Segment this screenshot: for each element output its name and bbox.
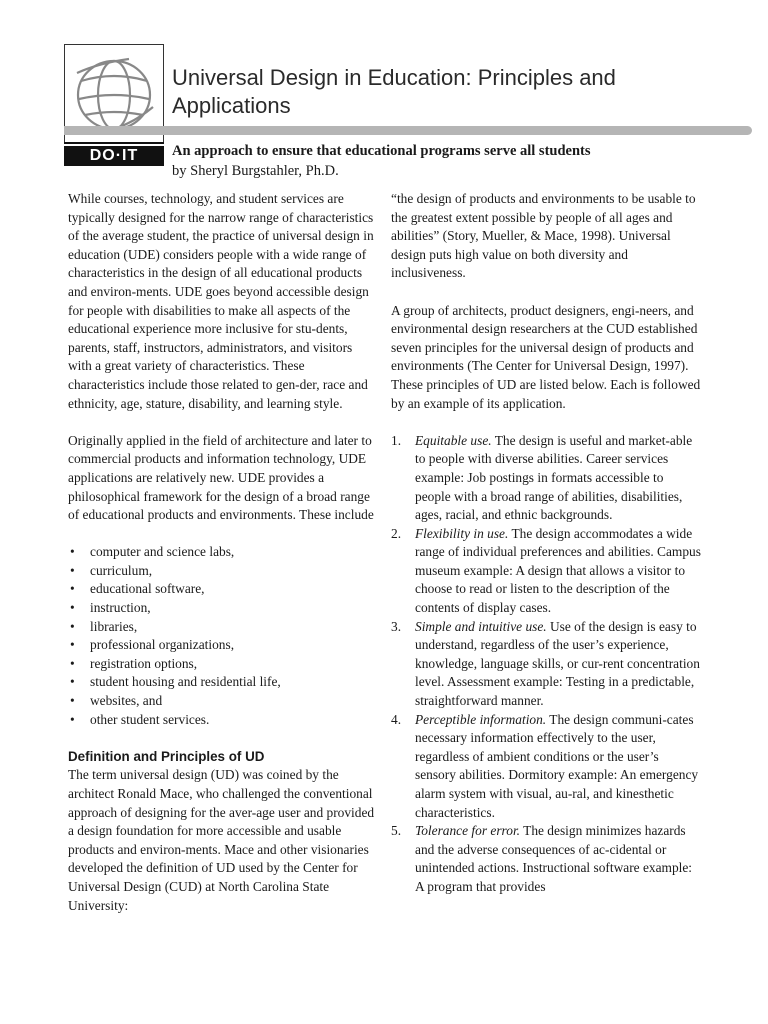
list-item: • student housing and residential life,: [68, 673, 378, 692]
principles-intro-paragraph: A group of architects, product designers, engi-neers, and environmental design researchers at the CUD established seven principles for the universal design of products and environments (The Center for Universal Design, 1997). These principles of UD are listed below. Each is followed by an example of its application.: [391, 302, 701, 411]
principle-number: 2.: [391, 525, 402, 541]
left-column: [68, 190, 378, 934]
list-item: • other student services.: [68, 711, 378, 730]
definition-paragraph: The term universal design (UD) was coined by the architect Ronald Mace, who challenged the conventional approach of designing for the aver-age user and provided a design foundation for more accessible and usable products and environ-ments. Mace and other visionaries developed the definition of UD used by the Center for Universal Design (CUD) at North Carolina State University:: [68, 767, 375, 913]
list-item: • libraries,: [68, 618, 378, 637]
principle-name: Simple and intuitive use.: [415, 618, 547, 634]
page-title: Universal Design in Education: Principles and Applications: [172, 65, 616, 118]
list-item: • professional organizations,: [68, 636, 378, 655]
principle-name: Perceptible information.: [415, 711, 547, 727]
principle-item: [391, 618, 701, 711]
principle-text: The design is useful and market-able to people with diverse abilities. Career services example: Job postings in formats accessible to people with a broad range of abilities, disabilities, ages, racial, and ethnic backgrounds.: [415, 432, 693, 523]
principles-list: [391, 432, 701, 897]
doit-logo: DO·IT: [64, 146, 164, 166]
principle-number: 1.: [391, 432, 402, 448]
applications-list: [68, 543, 378, 729]
list-item: • educational software,: [68, 580, 378, 599]
principle-item: [391, 525, 701, 618]
principle-item: [391, 432, 701, 525]
header-rule: [64, 126, 752, 135]
list-item: • curriculum,: [68, 562, 378, 581]
principle-item: [391, 711, 701, 823]
globe-icon: [69, 53, 159, 137]
principle-text: The design communi-cates necessary information effectively to the user, regardless of ambient conditions or the user’s sensory abilities. Dormitory example: An emergency alarm system with visual, au-ral, and kinesthetic characteristics.: [415, 711, 699, 820]
principle-text: The design minimizes hazards and the adverse consequences of ac-cidental or unintended actions. Instructional software example: A program that provides: [415, 823, 693, 894]
list-item: • registration options,: [68, 655, 378, 674]
intro-paragraph: While courses, technology, and student services are typically designed for the narrow range of characteristics of the average student, the practice of universal design in education (UDE) considers people with a wide range of characteristics in the design of all educational products and environ-ments. UDE goes beyond accessible design for people with disabilities to make all aspects of the educational experience more inclusive for stu-dents, parents, staff, instructors, administrators, and visitors with a great variety of characteristics. These characteristics include those related to gen-der, race and ethnicity, age, stature, disability, and learning style.: [68, 191, 374, 411]
right-column: [391, 190, 701, 897]
principle-number: 4.: [391, 711, 402, 727]
principle-name: Tolerance for error.: [415, 823, 521, 839]
list-item: • websites, and: [68, 692, 378, 711]
section-heading: Definition and Principles of UD: [68, 748, 265, 764]
principle-name: Flexibility in use.: [415, 525, 509, 541]
principle-name: Equitable use.: [415, 432, 492, 448]
principle-number: 3.: [391, 618, 402, 634]
list-item: • computer and science labs,: [68, 543, 378, 562]
byline: by Sheryl Burgstahler, Ph.D.: [172, 163, 339, 179]
principle-text: The design accommodates a wide range of individual preferences and abilities. Campus museum example: A design that allows a visitor to choose to read or listen to the description of the contents of display cases.: [415, 525, 701, 616]
principle-number: 5.: [391, 823, 402, 839]
quote-paragraph: “the design of products and environments to be usable to the greatest extent possible by people of all ages and abilities” (Story, Mueller, & Mace, 1998). Universal design puts high value on both diversity and inclusiveness.: [391, 191, 696, 281]
principle-text: Use of the design is easy to understand, regardless of the user’s experience, knowledge, language skills, or cur-rent concentration level. Assessment example: Testing in a predictable, straightforward manner.: [415, 618, 700, 709]
principle-item: [391, 822, 701, 896]
subtitle: An approach to ensure that educational programs serve all students: [172, 143, 591, 159]
list-item: • instruction,: [68, 599, 378, 618]
origin-paragraph: Originally applied in the field of architecture and later to commercial products and information technology, UDE applications are relatively new. UDE provides a philosophical framework for the design of a broad range of educational products and environments. These include: [68, 432, 374, 523]
